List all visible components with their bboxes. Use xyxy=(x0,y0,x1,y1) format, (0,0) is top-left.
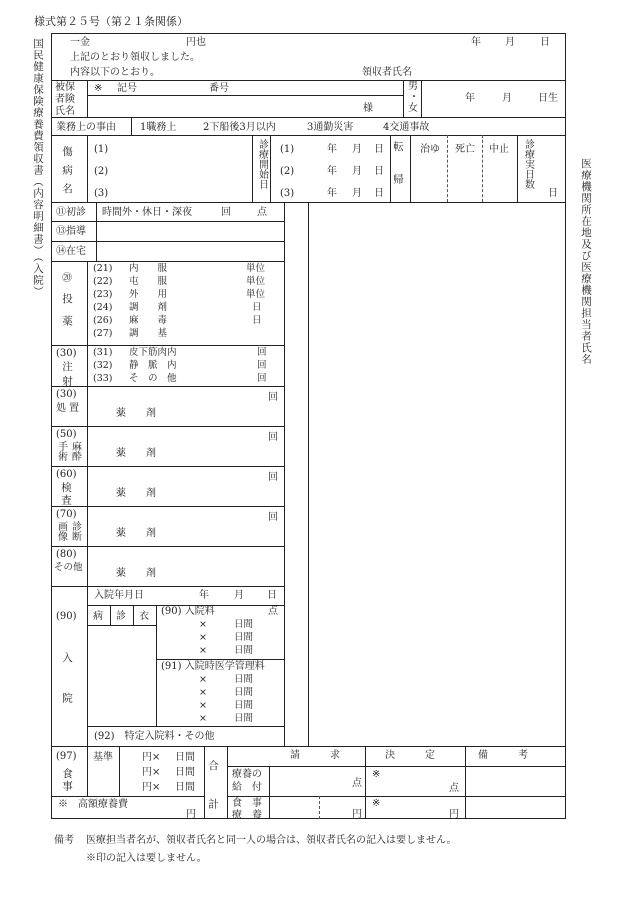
chusha-name: 静 脈 内 xyxy=(129,360,177,371)
disease-1: (1) xyxy=(94,144,109,155)
meal-num: (97) xyxy=(56,751,77,762)
sex-male: 男 xyxy=(408,81,418,92)
disease-2: (2) xyxy=(94,166,109,177)
mgmt-times: × xyxy=(199,674,207,685)
gokei-label: 合計 xyxy=(207,760,220,837)
nyuin-d: 日 xyxy=(267,590,277,601)
fee-days: 日間 xyxy=(234,619,254,630)
gazo-yakuzai: 薬 剤 xyxy=(116,528,156,539)
toyaku-unit: 単位 xyxy=(246,276,266,287)
mgmt-days: 日間 xyxy=(234,687,254,698)
insured-bango: 番号 xyxy=(209,83,229,94)
sonota-yakuzai: 薬 剤 xyxy=(116,568,156,579)
sex-female: 女 xyxy=(408,103,418,114)
chusha-no: (33) xyxy=(93,373,113,384)
receipt-day: 日 xyxy=(540,37,550,48)
insured-label-2: 者険 xyxy=(55,94,75,105)
days-label: 診療実日数 xyxy=(522,139,534,189)
toyaku-no: (27) xyxy=(93,328,113,339)
cause-label: 業務上の事由 xyxy=(56,122,116,133)
ikkin: 一金 xyxy=(70,37,90,48)
disease-label: 傷病名 xyxy=(61,146,74,202)
disease-3: (3) xyxy=(94,188,109,199)
outcome-stopped: 中止 xyxy=(489,144,509,155)
notes-line1: 医療担当者名が、領収者氏名と同一人の場合は、領収者氏名の記入は要しません。 xyxy=(86,835,457,846)
biko-header: 備 考 xyxy=(478,750,528,761)
nyuin-box-i: 衣 xyxy=(139,611,149,622)
toyaku-no: (24) xyxy=(93,302,113,313)
sonota-label: その他 xyxy=(54,562,83,573)
kogaku-en: 円 xyxy=(186,809,196,820)
meal-kijun: 基準 xyxy=(93,752,113,763)
shoshin-kai: 回 xyxy=(221,207,231,218)
toyaku-name: 内 服 xyxy=(129,263,168,274)
chusha-name: 皮下筋肉内 xyxy=(129,347,177,358)
gazo-kai: 回 xyxy=(268,512,278,523)
shokuji-label-b: 療 養 xyxy=(232,810,262,821)
meal-row3-enx: 円× xyxy=(142,782,161,793)
cause-item-1: 1職務上 xyxy=(140,122,177,133)
insured-mark: ※ xyxy=(94,83,103,94)
toyaku-unit: 日 xyxy=(252,315,262,326)
shochi-yakuzai: 薬 剤 xyxy=(116,408,156,419)
birth-month: 月 xyxy=(502,93,512,104)
ryoyo-kettei-mark: ※ xyxy=(372,769,381,780)
shokuji-kettei-mark: ※ xyxy=(372,798,381,809)
toyaku-name: 屯 服 xyxy=(129,276,168,287)
ryoyo-seikyu-ten: 点 xyxy=(352,778,362,789)
kensa-kai: 回 xyxy=(268,472,278,483)
insured-label-1: 被保 xyxy=(55,82,75,93)
meal-row1-days: 日間 xyxy=(175,752,195,763)
insured-label-3: 氏名 xyxy=(55,106,75,117)
shochi-num: (30) xyxy=(56,389,77,400)
insured-kigo: 記号 xyxy=(117,83,137,94)
mgmt-times: × xyxy=(199,687,207,698)
shujutsu-num: (50) xyxy=(56,429,77,440)
receiver-label: 領収者氏名 xyxy=(362,67,412,78)
birth-day: 日生 xyxy=(538,93,558,104)
vertical-right-label: 医療機関所在地及び医療機関担当者氏名 xyxy=(580,158,593,365)
start-3-d: 日 xyxy=(374,188,384,199)
kettei-header: 決 定 xyxy=(385,750,435,761)
shujutsu-kai: 回 xyxy=(268,432,278,443)
meal-row1-enx: 円× xyxy=(142,752,161,763)
notes-line2: ※印の記入は要しません。 xyxy=(86,853,207,864)
masui-label: 麻酔 xyxy=(69,441,81,461)
toyaku-no: (22) xyxy=(93,276,113,287)
toyaku-name: 調 剤 xyxy=(129,302,168,313)
toyaku-num: ⑳ xyxy=(62,273,72,284)
meal-row2-days: 日間 xyxy=(175,767,195,778)
toyaku-unit: 単位 xyxy=(246,263,266,274)
ryoyo-label-b: 給 付 xyxy=(232,782,262,793)
start-1-no: (1) xyxy=(280,144,295,155)
fee-days: 日間 xyxy=(234,632,254,643)
chusha-num: (30) xyxy=(56,348,77,359)
kogaku-label: ※ 高額療養費 xyxy=(58,799,128,810)
meal-row2-enx: 円× xyxy=(142,767,161,778)
nyuin-label: 入院 xyxy=(61,652,74,733)
form-id: 様式第２５号（第２１条関係） xyxy=(34,15,188,28)
mgmt-days: 日間 xyxy=(234,674,254,685)
sonota-num: (80) xyxy=(56,549,77,560)
start-3-y: 年 xyxy=(327,188,337,199)
shido-label: ⑬指導 xyxy=(56,226,86,237)
nyuin-box-byo: 病 xyxy=(93,611,103,622)
insured-sama: 様 xyxy=(363,103,373,114)
nyuin-box-shin: 診 xyxy=(116,611,126,622)
start-2-no: (2) xyxy=(280,166,295,177)
start-3-no: (3) xyxy=(280,188,295,199)
start-2-y: 年 xyxy=(327,166,337,177)
meal-row3-days: 日間 xyxy=(175,782,195,793)
receipt-line1: 上記のとおり領収しました。 xyxy=(70,52,200,63)
chusha-label: 注射 xyxy=(61,361,74,390)
cause-item-3: 3通勤災害 xyxy=(307,122,354,133)
chusha-no: (32) xyxy=(93,360,113,371)
toyaku-unit: 単位 xyxy=(246,289,266,300)
mgmt-days: 日間 xyxy=(234,700,254,711)
cause-item-4: 4交通事故 xyxy=(383,122,430,133)
start-date-label: 診療開始日 xyxy=(256,139,268,189)
nyuin-special: (92) 特定入院料・その他 xyxy=(94,731,215,742)
seikyu-header: 請 求 xyxy=(290,750,340,761)
shindan-label: 診断 xyxy=(69,521,81,541)
fee-times: × xyxy=(199,619,207,630)
kensa-num: (60) xyxy=(56,469,77,480)
vertical-title: 国民健康保険療養費領収書（内容明細書）（入院） xyxy=(32,38,45,298)
shokuji-label-a: 食 事 xyxy=(232,798,262,809)
outcome-died: 死亡 xyxy=(455,144,475,155)
chusha-no: (31) xyxy=(93,347,113,358)
gazo-label: 画像 xyxy=(55,521,67,541)
sex-dot: ・ xyxy=(409,92,419,103)
chusha-unit: 回 xyxy=(257,373,267,384)
zaitaku-label: ⑭在宅 xyxy=(56,246,86,257)
start-1-y: 年 xyxy=(327,144,337,155)
start-2-m: 月 xyxy=(352,166,362,177)
toyaku-name: 外 用 xyxy=(129,289,168,300)
notes-label: 備考 xyxy=(54,835,74,846)
gazo-num: (70) xyxy=(56,509,77,520)
birth-year: 年 xyxy=(465,93,475,104)
start-1-d: 日 xyxy=(374,144,384,155)
start-1-m: 月 xyxy=(352,144,362,155)
nyuin-m: 月 xyxy=(234,590,244,601)
shoshin-detail: 時間外・休日・深夜 xyxy=(102,207,192,218)
shokuji-seikyu-en: 円 xyxy=(352,809,362,820)
mgmt-times: × xyxy=(199,700,207,711)
toyaku-no: (23) xyxy=(93,289,113,300)
nyuin-fee-ten: 点 xyxy=(268,606,278,617)
ryoyo-label-a: 療養の xyxy=(232,769,262,780)
fee-days: 日間 xyxy=(234,645,254,656)
nyuin-fee-label: (90) 入院料 xyxy=(161,606,215,617)
shochi-label: 処置 xyxy=(56,403,82,414)
nyuin-mgmt-label: (91) 入院時医学管理料 xyxy=(161,661,265,672)
toyaku-unit: 日 xyxy=(252,302,262,313)
receipt-month: 月 xyxy=(505,37,515,48)
nyuin-date-label: 入院年月日 xyxy=(94,590,144,601)
toyaku-name: 調 基 xyxy=(129,328,168,339)
receipt-year: 年 xyxy=(471,37,481,48)
kensa-label: 検査 xyxy=(60,482,73,507)
enya: 円也 xyxy=(186,37,206,48)
mgmt-days: 日間 xyxy=(234,713,254,724)
start-3-m: 月 xyxy=(352,188,362,199)
outcome-cured: 治ゆ xyxy=(420,144,440,155)
nyuin-y: 年 xyxy=(199,590,209,601)
nyuin-num: (90) xyxy=(56,611,77,622)
cause-item-2: 2下船後3月以内 xyxy=(203,122,276,133)
toyaku-no: (21) xyxy=(93,263,113,274)
toyaku-name: 麻 毒 xyxy=(129,315,168,326)
shujutsu-yakuzai: 薬 剤 xyxy=(116,448,156,459)
ryoyo-kettei-ten: 点 xyxy=(449,783,459,794)
chusha-name: そ の 他 xyxy=(129,373,177,384)
shoshin-label: ⑪初診 xyxy=(56,207,86,218)
outcome-label: 転帰 xyxy=(392,141,405,206)
fee-times: × xyxy=(199,632,207,643)
shujutsu-label: 手術 xyxy=(55,441,67,461)
chusha-unit: 回 xyxy=(257,347,267,358)
fee-times: × xyxy=(199,645,207,656)
receipt-line2: 内容以下のとおり。 xyxy=(70,67,160,78)
start-2-d: 日 xyxy=(374,166,384,177)
meal-label: 食事 xyxy=(61,768,74,793)
shokuji-kettei-en: 円 xyxy=(449,809,459,820)
mgmt-times: × xyxy=(199,713,207,724)
toyaku-label: 投薬 xyxy=(61,293,74,338)
shoshin-ten: 点 xyxy=(257,207,267,218)
days-unit: 日 xyxy=(548,188,558,199)
shochi-kai: 回 xyxy=(268,392,278,403)
chusha-unit: 回 xyxy=(257,360,267,371)
toyaku-no: (26) xyxy=(93,315,113,326)
kensa-yakuzai: 薬 剤 xyxy=(116,488,156,499)
